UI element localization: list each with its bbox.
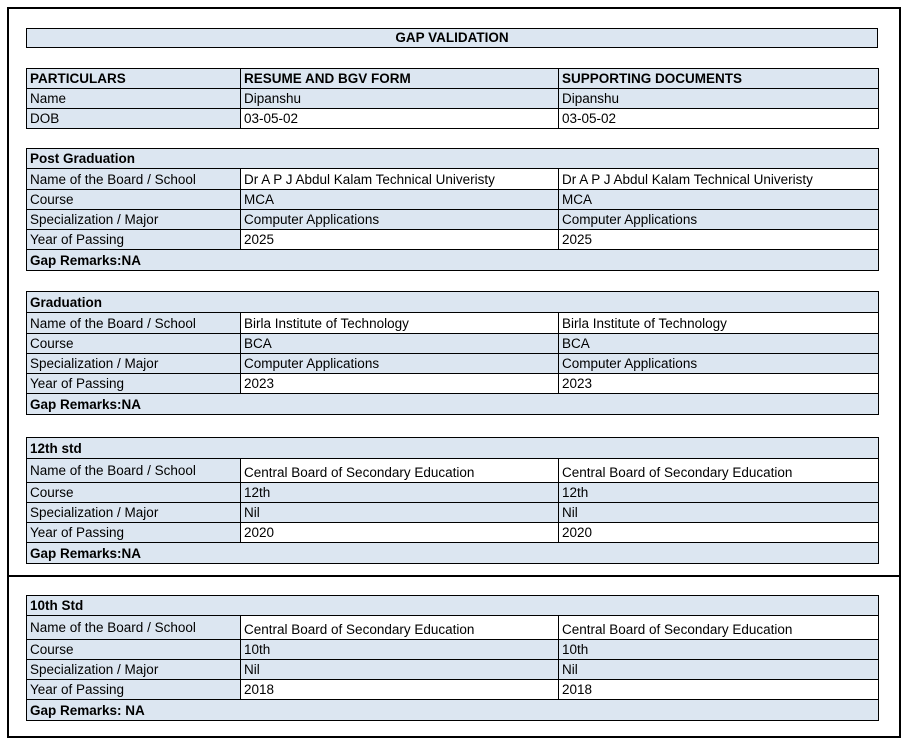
table-row bbox=[27, 680, 879, 700]
table-row bbox=[27, 354, 879, 374]
row-label: Name of the Board / School bbox=[27, 169, 241, 190]
table-row bbox=[27, 483, 879, 503]
docs-value: 10th bbox=[559, 640, 879, 660]
resume-header: RESUME AND BGV FORM bbox=[241, 69, 559, 89]
table-row bbox=[27, 503, 879, 523]
gap-remarks: Gap Remarks:NA bbox=[27, 394, 879, 415]
row-label: Year of Passing bbox=[27, 523, 241, 543]
row-label: Course bbox=[27, 190, 241, 210]
resume-value: Central Board of Secondary Education bbox=[241, 616, 559, 640]
resume-value: 10th bbox=[241, 640, 559, 660]
resume-value: Birla Institute of Technology bbox=[241, 313, 559, 334]
supporting-header: SUPPORTING DOCUMENTS bbox=[559, 69, 879, 89]
table-row bbox=[27, 660, 879, 680]
resume-value: 2023 bbox=[241, 374, 559, 394]
row-label: Specialization / Major bbox=[27, 210, 241, 230]
table-row bbox=[27, 374, 879, 394]
resume-value: Computer Applications bbox=[241, 210, 559, 230]
row-label: Name of the Board / School bbox=[27, 616, 241, 640]
gap-remarks: Gap Remarks:NA bbox=[27, 250, 879, 271]
table-row bbox=[27, 459, 879, 483]
gap-remarks: Gap Remarks:NA bbox=[27, 543, 879, 564]
section-12th-std bbox=[26, 437, 879, 564]
docs-value: Nil bbox=[559, 503, 879, 523]
table-row bbox=[27, 640, 879, 660]
table-row bbox=[27, 334, 879, 354]
docs-value: 12th bbox=[559, 483, 879, 503]
section-heading: Graduation bbox=[27, 292, 879, 313]
row-label: Specialization / Major bbox=[27, 354, 241, 374]
section-heading: 12th std bbox=[27, 438, 879, 459]
row-label: Name of the Board / School bbox=[27, 459, 241, 483]
resume-value: Central Board of Secondary Education bbox=[241, 459, 559, 483]
row-label: Name bbox=[27, 89, 241, 109]
row-label: Course bbox=[27, 640, 241, 660]
table-row bbox=[27, 169, 879, 190]
resume-value: Dipanshu bbox=[241, 89, 559, 109]
docs-value: 2020 bbox=[559, 523, 879, 543]
resume-value: BCA bbox=[241, 334, 559, 354]
row-label: Year of Passing bbox=[27, 230, 241, 250]
docs-value: Dipanshu bbox=[559, 89, 879, 109]
table-row bbox=[27, 109, 879, 129]
row-label: Course bbox=[27, 334, 241, 354]
docs-value: Nil bbox=[559, 660, 879, 680]
row-label: Year of Passing bbox=[27, 374, 241, 394]
resume-value: Computer Applications bbox=[241, 354, 559, 374]
docs-value: Central Board of Secondary Education bbox=[559, 459, 879, 483]
docs-value: Birla Institute of Technology bbox=[559, 313, 879, 334]
header-row bbox=[27, 69, 879, 89]
docs-value: Dr A P J Abdul Kalam Technical Univeristy bbox=[559, 169, 879, 190]
table-row bbox=[27, 210, 879, 230]
docs-value: Computer Applications bbox=[559, 354, 879, 374]
docs-value: 2025 bbox=[559, 230, 879, 250]
resume-value: Nil bbox=[241, 660, 559, 680]
row-label: DOB bbox=[27, 109, 241, 129]
resume-value: 2025 bbox=[241, 230, 559, 250]
table-row bbox=[27, 230, 879, 250]
docs-value: 03-05-02 bbox=[559, 109, 879, 129]
page-title: GAP VALIDATION bbox=[26, 28, 878, 48]
docs-value: Computer Applications bbox=[559, 210, 879, 230]
table-row bbox=[27, 89, 879, 109]
resume-value: 2020 bbox=[241, 523, 559, 543]
gap-remarks: Gap Remarks: NA bbox=[27, 700, 879, 721]
docs-value: 2018 bbox=[559, 680, 879, 700]
resume-value: Dr A P J Abdul Kalam Technical Univeristy bbox=[241, 169, 559, 190]
section-post-graduation bbox=[26, 148, 879, 271]
table-row bbox=[27, 190, 879, 210]
row-label: Year of Passing bbox=[27, 680, 241, 700]
row-label: Name of the Board / School bbox=[27, 313, 241, 334]
resume-value: 03-05-02 bbox=[241, 109, 559, 129]
section-heading: Post Graduation bbox=[27, 149, 879, 169]
section-heading: 10th Std bbox=[27, 596, 879, 616]
personal-table bbox=[26, 68, 879, 129]
docs-value: MCA bbox=[559, 190, 879, 210]
resume-value: Nil bbox=[241, 503, 559, 523]
docs-value: 2023 bbox=[559, 374, 879, 394]
resume-value: 2018 bbox=[241, 680, 559, 700]
table-row bbox=[27, 616, 879, 640]
row-label: Course bbox=[27, 483, 241, 503]
table-row bbox=[27, 523, 879, 543]
row-label: Specialization / Major bbox=[27, 660, 241, 680]
section-10th-std bbox=[26, 595, 879, 721]
resume-value: MCA bbox=[241, 190, 559, 210]
resume-value: 12th bbox=[241, 483, 559, 503]
section-graduation bbox=[26, 291, 879, 415]
table-row bbox=[27, 313, 879, 334]
row-label: Specialization / Major bbox=[27, 503, 241, 523]
docs-value: Central Board of Secondary Education bbox=[559, 616, 879, 640]
docs-value: BCA bbox=[559, 334, 879, 354]
particulars-header: PARTICULARS bbox=[27, 69, 241, 89]
